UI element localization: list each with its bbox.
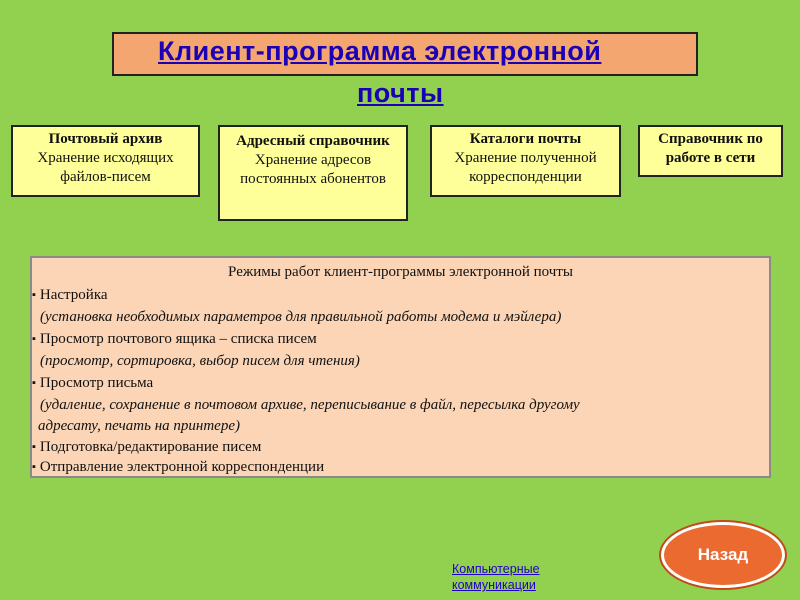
card-mail-folders xyxy=(430,125,621,197)
card-heading: Почтовый архив xyxy=(48,131,163,147)
list-item-detail: адресату, печать на принтере) xyxy=(38,418,240,434)
card-network-guide xyxy=(638,125,783,177)
list-item: ▪ Просмотр письма xyxy=(32,375,153,392)
list-item-detail: (удаление, сохранение в почтовом архиве, переписывание в файл, пересылка другому xyxy=(40,397,580,413)
page-title-line-1: Клиент-программа электронной xyxy=(158,36,602,66)
back-button[interactable]: Назад xyxy=(661,522,785,588)
card-body: Хранение исходящих файлов-писем xyxy=(37,150,174,185)
card-body: Хранение полученной корреспонденции xyxy=(454,150,597,185)
card-body: Хранение адресов постоянных абонентов xyxy=(240,152,386,187)
card-heading: Справочник по работе в сети xyxy=(658,131,763,166)
footer-link-computer-communications[interactable]: Компьютерные коммуникации xyxy=(452,562,540,592)
list-item: ▪ Настройка xyxy=(32,287,108,304)
modes-heading: Режимы работ клиент-программы электронной почты xyxy=(228,264,573,280)
list-item: ▪ Отправление электронной корреспонденции xyxy=(32,459,324,476)
page-title-line-2: почты xyxy=(357,78,444,108)
modes-panel xyxy=(30,256,771,478)
list-item-detail: (установка необходимых параметров для правильной работы модема и мэйлера) xyxy=(40,309,562,325)
card-address-book xyxy=(218,125,408,221)
list-item: ▪ Просмотр почтового ящика – списка писем xyxy=(32,331,317,348)
card-heading: Адресный справочник xyxy=(236,133,390,149)
card-heading: Каталоги почты xyxy=(469,131,582,147)
list-item: ▪ Подготовка/редактирование писем xyxy=(32,439,261,456)
list-item-detail: (просмотр, сортировка, выбор писем для чтения) xyxy=(40,353,360,369)
card-mail-archive xyxy=(11,125,200,197)
